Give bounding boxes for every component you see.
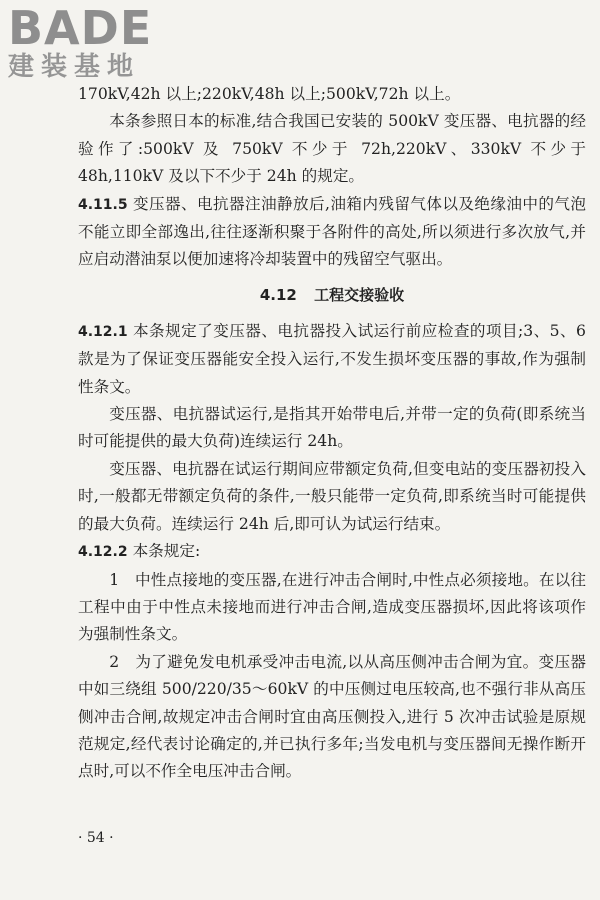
clause-4-12-1 [78,318,586,401]
clause-number: 4.11.5 [78,196,128,213]
body-paragraph: 变压器、电抗器在试运行期间应带额定负荷,但变电站的变压器初投入时,一般都无带额定负荷的条件,一般只能带一定负荷,即系统当时可能提供的最大负荷。连续运行 24h 后,即可认为试运行结束。 [78,459,586,533]
clause-4-12-2 [78,538,586,566]
section-heading [78,282,586,308]
section-title-text: 工程交接验收 [314,285,405,304]
section-number: 4.12 [259,285,297,304]
clause-number: 4.12.1 [78,323,128,340]
clause-4-11-5 [78,191,586,274]
reference-paragraph: 本条参照日本的标准,结合我国已安装的 500kV 变压器、电抗器的经验作了:500kV 及 750kV 不少于 72h,220kV、330kV 不少于 48h,110kV 及以下不少于 24h 的规定。 [78,112,586,186]
document-page [78,81,586,786]
watermark-logo [8,1,178,82]
logo-subtitle: 建装基地 [8,52,141,82]
logo-brand: BADE [8,1,153,55]
clause-number: 4.12.2 [78,544,128,561]
list-item: 2 为了避免发电机承受冲击电流,以从高压侧冲击合闸为宜。变压器中如三绕组 500/220/35～60kV 的中压侧过电压较高,也不强行非从高压侧冲击合闸,故规定冲击合闸时宜由高压侧投入,进行 5 次冲击试验是原规范规定,经代表讨论确定的,并已执行多年;当发电机与变压器间无操作断开点时,可以不作全电压冲击合闸。 [78,652,586,781]
clause-text: 变压器、电抗器注油静放后,油箱内残留气体以及绝缘油中的气泡不能立即全部逸出,往往逐渐积聚于各附件的高处,所以须进行多次放气,并应启动潜油泵以便加速将冷却装置中的残留空气驱出。 [78,194,586,269]
continued-paragraph: 170kV,42h 以上;220kV,48h 以上;500kV,72h 以上。 [78,85,461,103]
body-paragraph: 变压器、电抗器试运行,是指其开始带电后,并带一定的负荷(即系统当时可能提供的最大负荷)连续运行 24h。 [78,405,586,451]
list-item: 1 中性点接地的变压器,在进行冲击合闸时,中性点必须接地。在以往工程中由于中性点未接地而进行冲击合闸,造成变压器损坏,因此将该项作为强制性条文。 [78,570,586,644]
clause-text: 本条规定: [132,542,201,561]
clause-text: 本条规定了变压器、电抗器投入试运行前应检查的项目;3、5、6 款是为了保证变压器能安全投入运行,不发生损坏变压器的事故,作为强制性条文。 [78,321,586,396]
page-number: · 54 · [78,830,114,846]
